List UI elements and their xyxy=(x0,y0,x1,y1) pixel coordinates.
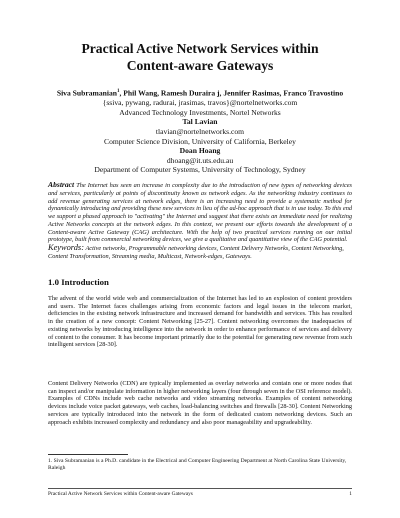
author-3-email: dhoang@it.uts.edu.au xyxy=(166,155,234,165)
keywords-heading: Keywords: xyxy=(48,243,84,252)
abstract-heading: Abstract xyxy=(48,180,75,189)
co-authors: , Phil Wang, Ramesh Duraira j, Jennifer Rasimas, Franco Travostino xyxy=(119,88,344,98)
section-heading: 1.0 Introduction xyxy=(48,277,109,287)
paper-title xyxy=(30,40,370,74)
running-footer-title: Practical Active Network Services within Content-aware Gateways xyxy=(48,491,193,497)
author-names xyxy=(30,87,370,98)
author-3-name: Doan Hoang xyxy=(179,146,221,156)
author-2-email: tlavian@nortelnetworks.com xyxy=(155,126,245,136)
footer-divider xyxy=(48,488,352,489)
abstract xyxy=(48,181,352,244)
author-affiliation-1: Advanced Technology Investments, Nortel Networks xyxy=(119,107,281,117)
keywords-text: Active networks, Programmable networking devices, Content Delivery Networks, Content Networking, Content Transformation, Streaming media, Multicast, Network-edges, Gateways. xyxy=(48,245,344,260)
title-line-1: Practical Active Network Services within xyxy=(81,41,319,56)
abstract-text: The Internet has seen an increase in complexity due to the introduction of new types of networking devices and services, particularly at points of discontinuity known as network edges. As the networking industry continues to add revenue generating services at network edges, there is an increasing need to provide a systematic method for dynamically introducing and providing these new services in lieu of the ad-hoc approach that is in use today. To this end we support a phased approach to "activating" the Internet and suggest that there exists an immediate need for realizing Active Networks concepts at the network edges. In this context, we present our efforts towards the development of a Content-aware Active Gateway (CAG) architecture. With the help of two practical services running on our initial prototype, built from commercial networking devices, we give a qualitative and quantitative view of the CAG potential. xyxy=(48,182,353,244)
title-line-2: Content-aware Gateways xyxy=(126,58,274,73)
author-emails: {ssiva, pywang, radurai, jrasimas, travos}@nortelnetworks.com xyxy=(102,98,298,108)
keywords xyxy=(48,244,352,261)
author-affiliation-3: Department of Computer Systems, University of Technology, Sydney xyxy=(94,165,306,175)
intro-paragraph-1: The advent of the world wide web and commercialization of the Internet has led to an explosion of content providers and users. The Internet faces challenges arising from economic factors and legal issues in the telecom market, deficiencies in the existing network infrastructure and increased demand for bandwidth and services. This has resulted in the creation of a new concept: Content Networking [25-27]. Content networking overcomes the inadequacies of existing networks by introducing intelligence into the network in order to enhance performance of services and delivery of content to the consumer. It has become important primarily due to the potential for generating new revenue from such intelligent services [28-30]. xyxy=(48,295,352,349)
footnote-divider xyxy=(48,454,128,455)
intro-paragraph-2: Content Delivery Networks (CDN) are typically implemented as overlay networks and contain one or more nodes that can inspect and/or manipulate information in higher networking layers (four through seven in the OSI reference model). Examples of CDNs include web cache networks and video streaming networks. Examples of content networking devices include voice packet gateways, web caches, load-balancing switches and firewalls [28-30]. Content Networking services are typically introduced into the network in the form of dedicated custom networking devices. Such an approach exhibits increased complexity and redundancy and also poor manageability and upgradeability. xyxy=(48,380,352,426)
author-block xyxy=(30,87,370,175)
author-2-name: Tal Lavian xyxy=(182,117,218,127)
author-affiliation-2: Computer Science Division, University of California, Berkeley xyxy=(104,136,296,146)
first-author: Siva Subramanian xyxy=(56,88,117,98)
footnote-mark: 1 xyxy=(116,89,120,94)
page-number: 1 xyxy=(349,491,352,497)
footnote: 1. Siva Subramanian is a Ph.D. candidate in the Electrical and Computer Engineering Department at North Carolina State University, Raleigh xyxy=(48,458,347,472)
